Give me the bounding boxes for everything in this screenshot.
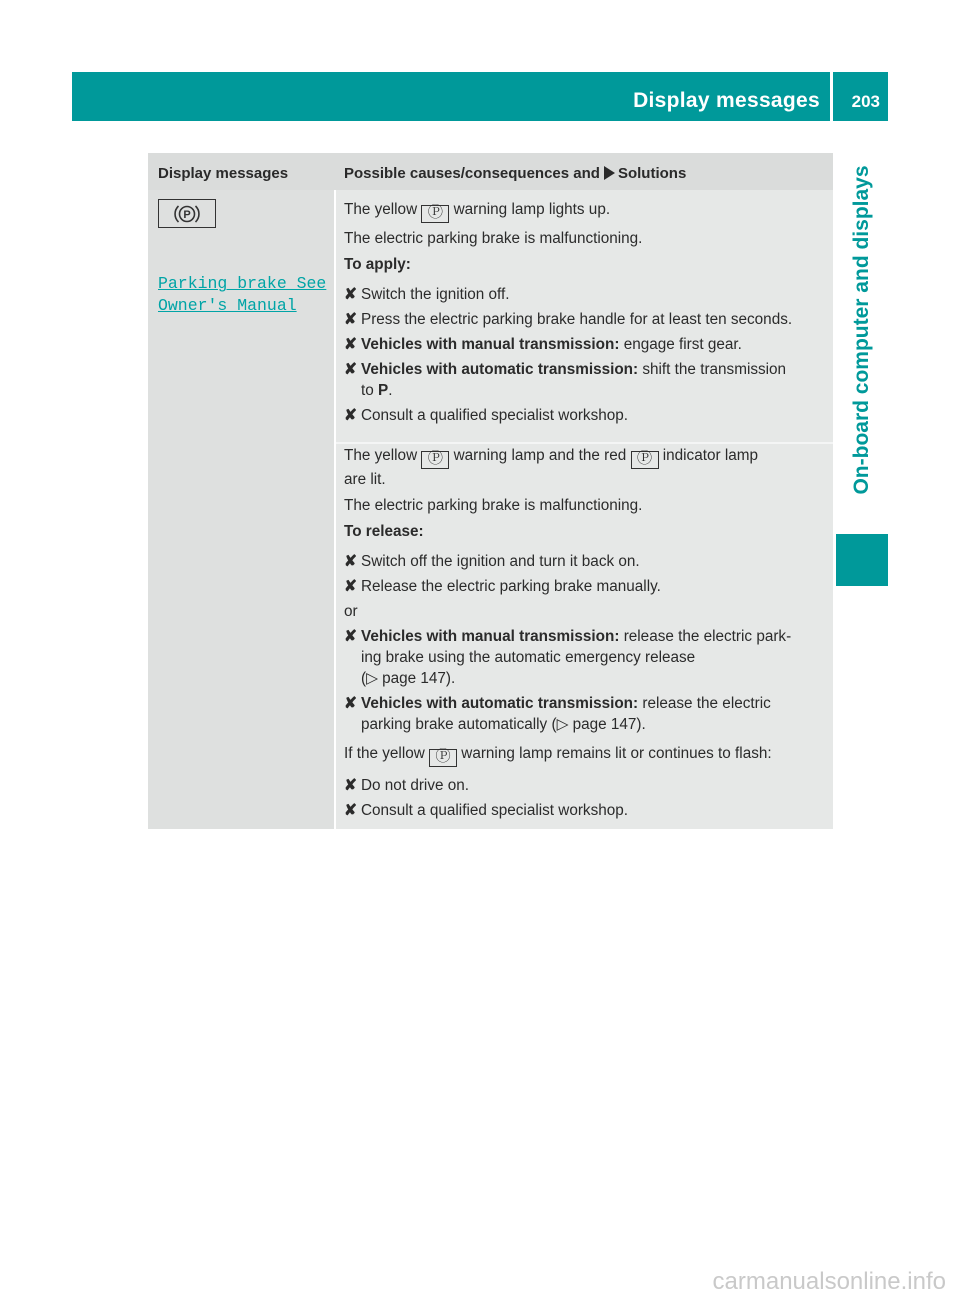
step-arrow-icon: ✘ (344, 361, 357, 378)
parking-brake-icon (158, 199, 216, 228)
page-number: 203 (851, 92, 880, 111)
header-bar (72, 72, 888, 121)
solutions-column (336, 190, 833, 829)
display-message-cell (148, 190, 334, 829)
row-separator (336, 442, 833, 444)
parking-brake-icon: Ⓟ (421, 451, 449, 469)
header-title: Display messages (633, 89, 820, 112)
display-message-text: Parking brake See Owner's Manual (158, 274, 327, 315)
side-tab-marker (836, 534, 888, 586)
solution-block-2: The yellow Ⓟ warning lamp and the red Ⓟ indicator lamp are lit. The electric parking brake is malfunctioning. To release: ✘ Switch off the ignition and turn it back on. ✘ Release the electric parking brake manually. or ✘ Vehicles with manual transmission: release the electric park- ing brake using the automatic emergency release (▷ page 147). ✘ Vehicles with automatic transmission: release the electric parking brake automatically (▷ page 147). If the yellow Ⓟ warning lamp remains lit or continues to flash: ✘ Do not drive on. ✘ Consult a qualified specialist workshop. (344, 447, 792, 819)
step-arrow-icon: ✘ (344, 578, 357, 595)
parking-brake-icon: Ⓟ (631, 451, 659, 469)
side-tab (836, 130, 888, 530)
display-messages-table (148, 153, 833, 829)
step-arrow-icon: ✘ (344, 286, 357, 303)
solution-block-1: The yellow Ⓟ warning lamp lights up. The electric parking brake is malfunctioning. To apply: ✘ Switch the ignition off. ✘ Press the electric parking brake handle for at least ten seconds. ✘ Vehicles with manual transmission: engage first gear. ✘ Vehicles with automatic transmission: shift the transmission to P. ✘ Consult a qualified specialist workshop. (344, 201, 793, 424)
step-arrow-icon: ✘ (344, 628, 357, 645)
side-tab-label: On-board computer and displays (850, 165, 873, 495)
step-arrow-icon: ✘ (344, 311, 357, 328)
step-arrow-icon: ✘ (344, 407, 357, 424)
step-arrow-icon: ✘ (344, 336, 357, 353)
table-header (148, 153, 833, 190)
header-divider (830, 72, 833, 121)
page-ref-icon: ▷ (366, 670, 378, 687)
page-ref-icon: ▷ (556, 716, 569, 733)
parking-brake-icon: Ⓟ (429, 749, 457, 767)
col-header-display-messages: Display messages (158, 165, 289, 182)
step-arrow-icon: ✘ (344, 777, 357, 794)
watermark: carmanualsonline.info (712, 1268, 946, 1295)
svg-text:P: P (183, 208, 191, 221)
arrow-right-icon (604, 166, 615, 180)
step-arrow-icon: ✘ (344, 553, 357, 570)
step-arrow-icon: ✘ (344, 802, 357, 819)
parking-brake-icon: Ⓟ (421, 205, 449, 223)
step-arrow-icon: ✘ (344, 695, 357, 712)
col-header-solutions: Possible causes/consequences and Solutions (344, 165, 687, 182)
